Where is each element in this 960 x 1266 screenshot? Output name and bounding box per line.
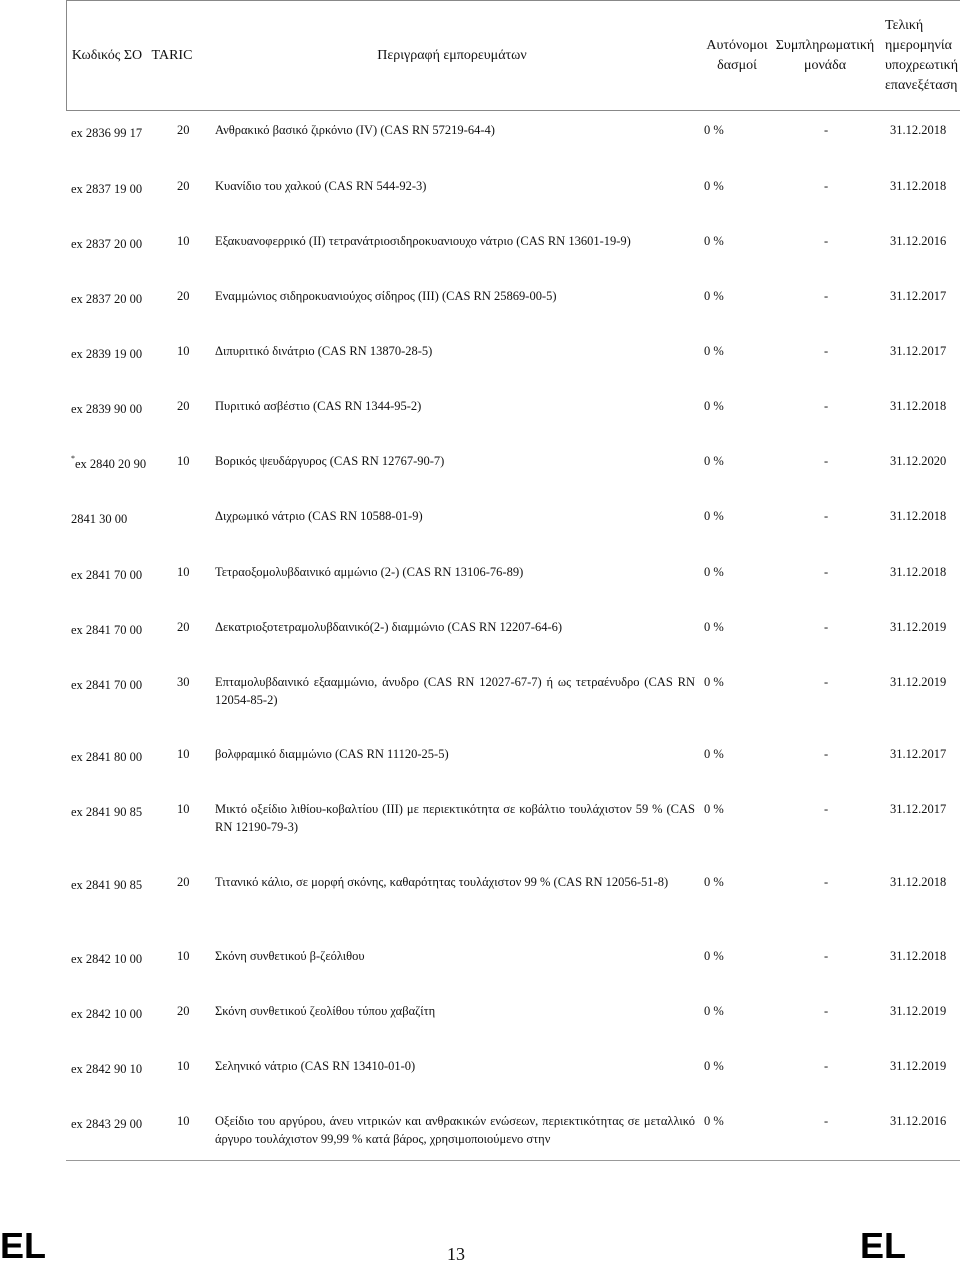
unit-cell: - [824, 234, 829, 248]
description-cell: Κυανίδιο του χαλκού (CAS RN 544-92-3) [215, 179, 427, 193]
duty-cell: 0 % [704, 454, 724, 468]
date-cell: 31.12.2017 [890, 344, 947, 358]
footer-language-left: EL [0, 1225, 47, 1266]
table-header [66, 0, 960, 111]
date-cell: 31.12.2018 [890, 875, 947, 889]
cn-code-cell [71, 800, 171, 821]
cn-code-cell [71, 287, 171, 308]
date-cell: 31.12.2017 [890, 747, 947, 761]
date-cell: 31.12.2019 [890, 1004, 947, 1018]
cn-code-cell [71, 452, 171, 473]
taric-cell: 20 [177, 179, 190, 193]
cn-code-cell [71, 745, 171, 766]
cn-code-text: ex 2836 99 17 [71, 126, 143, 141]
date-cell: 31.12.2018 [890, 509, 947, 523]
description-cell: Εναμμώνιος σιδηροκυανιούχος σίδηρος (ΙΙΙ) (CAS RN 25869-00-5) [215, 289, 557, 303]
cn-code-cell [71, 177, 171, 198]
description-cell: Σκόνη συνθετικού ζεολίθου τύπου χαβαζίτη [215, 1004, 436, 1018]
description-cell: βολφραμικό διαμμώνιο (CAS RN 11120-25-5) [215, 747, 449, 761]
cn-code-cell [71, 563, 171, 584]
description-cell: Σκόνη συνθετικού β-ζεόλιθου [215, 949, 365, 963]
cn-code-cell [71, 947, 171, 968]
duty-cell: 0 % [704, 179, 724, 193]
cn-code-text: ex 2841 90 85 [71, 878, 143, 893]
date-cell: 31.12.2018 [890, 565, 947, 579]
date-cell: 31.12.2018 [890, 123, 947, 137]
unit-cell: - [824, 454, 829, 468]
unit-cell: - [824, 179, 829, 193]
description-cell: Πυριτικό ασβέστιο (CAS RN 1344-95-2) [215, 399, 422, 413]
duty-cell: 0 % [704, 747, 724, 761]
taric-cell: 10 [177, 802, 190, 816]
cn-code-cell [71, 1112, 171, 1133]
header-supplementary-unit: Συμπληρωματική μονάδα [775, 38, 875, 73]
taric-cell: 20 [177, 289, 190, 303]
description-cell: Επταμολυβδαινικό εξααμμώνιο, άνυδρο (CAS RN 12027-67-7) ή ως τετραένυδρο (CAS RN 12054-85-2) [215, 675, 695, 707]
date-cell: 31.12.2019 [890, 675, 947, 689]
cn-code-cell [71, 232, 171, 253]
duty-cell: 0 % [704, 1004, 724, 1018]
cn-code-cell [71, 1002, 171, 1023]
unit-cell: - [824, 949, 829, 963]
date-cell: 31.12.2020 [890, 454, 947, 468]
cn-code-text: ex 2841 70 00 [71, 678, 143, 693]
cn-code-text: ex 2841 90 85 [71, 805, 143, 820]
header-review-date: Τελική ημερομηνία υποχρεωτική επανεξέταση [885, 18, 959, 93]
date-cell: 31.12.2019 [890, 620, 947, 634]
unit-cell: - [824, 1059, 829, 1073]
cn-code-cell [71, 673, 171, 694]
unit-cell: - [824, 875, 829, 889]
description-cell: Διπυριτικό δινάτριο (CAS RN 13870-28-5) [215, 344, 433, 358]
duty-cell: 0 % [704, 565, 724, 579]
duty-cell: 0 % [704, 344, 724, 358]
duty-cell: 0 % [704, 802, 724, 816]
cn-code-cell [71, 507, 171, 528]
unit-cell: - [824, 620, 829, 634]
taric-cell: 20 [177, 620, 190, 634]
cn-code-cell [71, 121, 171, 142]
duty-cell: 0 % [704, 399, 724, 413]
duty-cell: 0 % [704, 289, 724, 303]
description-cell: Εξακυανοφερρικό (ΙΙ) τετρανάτριοσιδηροκυανιουχο νάτριο (CAS RN 13601-19-9) [215, 234, 631, 248]
taric-cell: 10 [177, 747, 190, 761]
date-cell: 31.12.2016 [890, 234, 947, 248]
description-cell: Διχρωμικό νάτριο (CAS RN 10588-01-9) [215, 509, 423, 523]
unit-cell: - [824, 1004, 829, 1018]
date-cell: 31.12.2017 [890, 802, 947, 816]
bottom-divider [66, 1160, 960, 1161]
taric-cell: 20 [177, 875, 190, 889]
cn-code-cell [71, 342, 171, 363]
row-marker: * [71, 454, 75, 463]
date-cell: 31.12.2016 [890, 1114, 947, 1128]
unit-cell: - [824, 344, 829, 358]
cn-code-text: ex 2837 19 00 [71, 182, 143, 197]
header-autonomous-duties: Αυτόνομοι δασμοί [706, 38, 768, 73]
date-cell: 31.12.2017 [890, 289, 947, 303]
cn-code-cell [71, 873, 171, 894]
unit-cell: - [824, 565, 829, 579]
date-cell: 31.12.2018 [890, 399, 947, 413]
taric-cell: 10 [177, 1114, 190, 1128]
unit-cell: - [824, 123, 829, 137]
cn-code-text: ex 2839 19 00 [71, 347, 143, 362]
taric-cell: 10 [177, 454, 190, 468]
description-cell: Τετραοξομολυβδαινικό αμμώνιο (2-) (CAS RN 13106-76-89) [215, 565, 524, 579]
date-cell: 31.12.2018 [890, 949, 947, 963]
description-cell: Τιτανικό κάλιο, σε μορφή σκόνης, καθαρότητας τουλάχιστον 99 % (CAS RN 12056-51-8) [215, 875, 669, 889]
cn-code-cell [71, 618, 171, 639]
cn-code-text: ex 2837 20 00 [71, 237, 143, 252]
unit-cell: - [824, 1114, 829, 1128]
unit-cell: - [824, 509, 829, 523]
taric-cell: 20 [177, 123, 190, 137]
duty-cell: 0 % [704, 620, 724, 634]
description-cell: Ανθρακικό βασικό ζιρκόνιο (IV) (CAS RN 57219-64-4) [215, 123, 495, 137]
duty-cell: 0 % [704, 1059, 724, 1073]
cn-code-cell [71, 1057, 171, 1078]
duty-cell: 0 % [704, 123, 724, 137]
unit-cell: - [824, 289, 829, 303]
header-description: Περιγραφή εμπορευμάτων [377, 48, 527, 63]
cn-code-text: ex 2839 90 00 [71, 402, 143, 417]
cn-code-cell [71, 397, 171, 418]
duty-cell: 0 % [704, 949, 724, 963]
cn-code-text: 2841 30 00 [71, 512, 128, 527]
unit-cell: - [824, 675, 829, 689]
taric-cell: 10 [177, 234, 190, 248]
taric-cell: 10 [177, 344, 190, 358]
unit-cell: - [824, 747, 829, 761]
cn-code-text: ex 2837 20 00 [71, 292, 143, 307]
duty-cell: 0 % [704, 675, 724, 689]
description-cell: Σεληνικό νάτριο (CAS RN 13410-01-0) [215, 1059, 416, 1073]
unit-cell: - [824, 399, 829, 413]
cn-code-text: ex 2843 29 00 [71, 1117, 143, 1132]
cn-code-text: ex 2842 90 10 [71, 1062, 143, 1077]
taric-cell: 10 [177, 565, 190, 579]
cn-code-text: ex 2841 80 00 [71, 750, 143, 765]
description-cell: Οξείδιο του αργύρου, άνευ νιτρικών και ανθρακικών ενώσεων, περιεκτικότητας σε μεταλλικό άργυρο τουλάχιστον 99,99 % κατά βάρος, χρησιμοποιούμενο στην [215, 1114, 695, 1146]
description-cell: Δεκατριοξοτετραμολυβδαινικό(2-) διαμμώνιο (CAS RN 12207-64-6) [215, 620, 563, 634]
description-cell: Βορικός ψευδάργυρος (CAS RN 12767-90-7) [215, 454, 445, 468]
duty-cell: 0 % [704, 509, 724, 523]
cn-code-text: ex 2842 10 00 [71, 952, 143, 967]
duty-cell: 0 % [704, 234, 724, 248]
taric-cell: 30 [177, 675, 190, 689]
cn-code-text: ex 2841 70 00 [71, 568, 143, 583]
description-cell: Μικτό οξείδιο λιθίου-κοβαλτίου (ΙΙΙ) με περιεκτικότητα σε κοβάλτιο τουλάχιστον 59 % (CAS RN 12190-79-3) [215, 802, 695, 834]
footer-language-right: EL [860, 1225, 907, 1266]
page-number: 13 [447, 1244, 465, 1264]
cn-code-text: ex 2841 70 00 [71, 623, 143, 638]
header-taric: TARIC [151, 48, 193, 63]
taric-cell: 20 [177, 399, 190, 413]
date-cell: 31.12.2019 [890, 1059, 947, 1073]
duty-cell: 0 % [704, 1114, 724, 1128]
taric-cell: 10 [177, 949, 190, 963]
taric-cell: 20 [177, 1004, 190, 1018]
date-cell: 31.12.2018 [890, 179, 947, 193]
duty-cell: 0 % [704, 875, 724, 889]
header-cn-code: Κωδικός ΣΟ [71, 48, 143, 63]
taric-cell: 10 [177, 1059, 190, 1073]
cn-code-text: ex 2840 20 90 [75, 457, 147, 472]
cn-code-text: ex 2842 10 00 [71, 1007, 143, 1022]
unit-cell: - [824, 802, 829, 816]
